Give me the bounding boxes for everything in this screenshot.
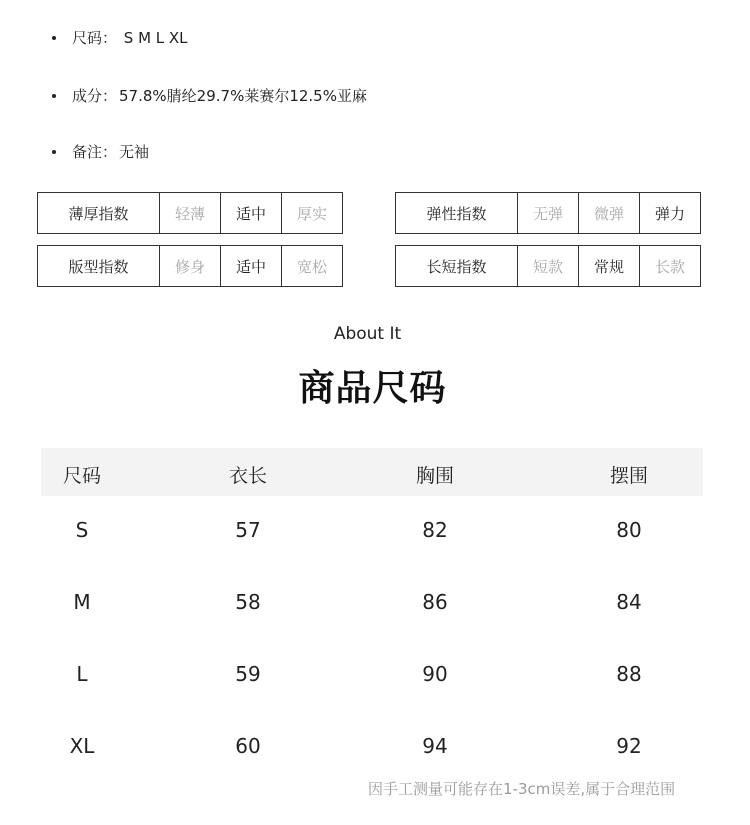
size-table-cell: 84 [616, 590, 642, 614]
index-option: 修身 [160, 246, 221, 287]
bullet-icon [52, 36, 56, 40]
size-table-cell: 57 [235, 518, 261, 542]
index-option: 微弹 [579, 193, 640, 234]
index-option: 无弹 [518, 193, 579, 234]
hem-column-header: 摆围 [609, 465, 649, 487]
spec-material [52, 85, 367, 106]
index-row-thickness [38, 193, 343, 234]
measurement-note: 因手工测量可能存在1-3cm误差,属于合理范围 [368, 780, 676, 798]
spec-label: 成分： [72, 87, 118, 105]
size-table-cell: S [75, 518, 89, 542]
index-option: 厚实 [282, 193, 343, 234]
index-row-length [396, 246, 701, 287]
spec-value: 57.8%腈纶29.7%莱赛尔12.5%亚麻 [119, 87, 367, 105]
spec-label: 尺码： [72, 29, 118, 47]
index-option-selected: 弹力 [640, 193, 701, 234]
chest-column-header: 胸围 [415, 465, 455, 487]
spec-value: S M L XL [119, 28, 188, 47]
spec-value: 无袖 [119, 143, 150, 161]
size-table-cell: L [76, 662, 88, 686]
index-option-selected: 常规 [579, 246, 640, 287]
index-name: 弹性指数 [396, 193, 518, 234]
length-column-header: 衣长 [228, 465, 268, 487]
index-name: 薄厚指数 [38, 193, 160, 234]
spec-remark [52, 141, 149, 162]
bullet-icon [52, 94, 56, 98]
index-name: 版型指数 [38, 246, 160, 287]
size-table-cell: XL [69, 734, 95, 758]
size-table-cell: 86 [422, 590, 448, 614]
index-table-left [37, 192, 343, 287]
index-row-elasticity [396, 193, 701, 234]
bullet-icon [52, 150, 56, 154]
section-subtitle: About It [333, 324, 402, 344]
index-name: 长短指数 [396, 246, 518, 287]
size-table-header-bg [41, 448, 703, 496]
size-table-cell: 90 [422, 662, 448, 686]
index-option-selected: 适中 [221, 246, 282, 287]
size-table-cell: 92 [616, 734, 642, 758]
index-option: 长款 [640, 246, 701, 287]
spec-size [52, 27, 188, 48]
size-table-cell: 60 [235, 734, 261, 758]
size-table-cell: 58 [235, 590, 261, 614]
index-option: 短款 [518, 246, 579, 287]
size-table-cell: M [73, 590, 91, 614]
index-table-right [395, 192, 701, 287]
index-option: 轻薄 [160, 193, 221, 234]
size-column-header: 尺码 [62, 465, 102, 487]
size-table-cell: 82 [422, 518, 448, 542]
index-row-fit [38, 246, 343, 287]
size-table-cell: 80 [616, 518, 642, 542]
section-title: 商品尺码 [298, 368, 447, 409]
index-option: 宽松 [282, 246, 343, 287]
spec-label: 备注： [72, 143, 118, 161]
size-table-cell: 59 [235, 662, 261, 686]
size-table-cell: 88 [616, 662, 642, 686]
index-option-selected: 适中 [221, 193, 282, 234]
size-table-cell: 94 [422, 734, 448, 758]
